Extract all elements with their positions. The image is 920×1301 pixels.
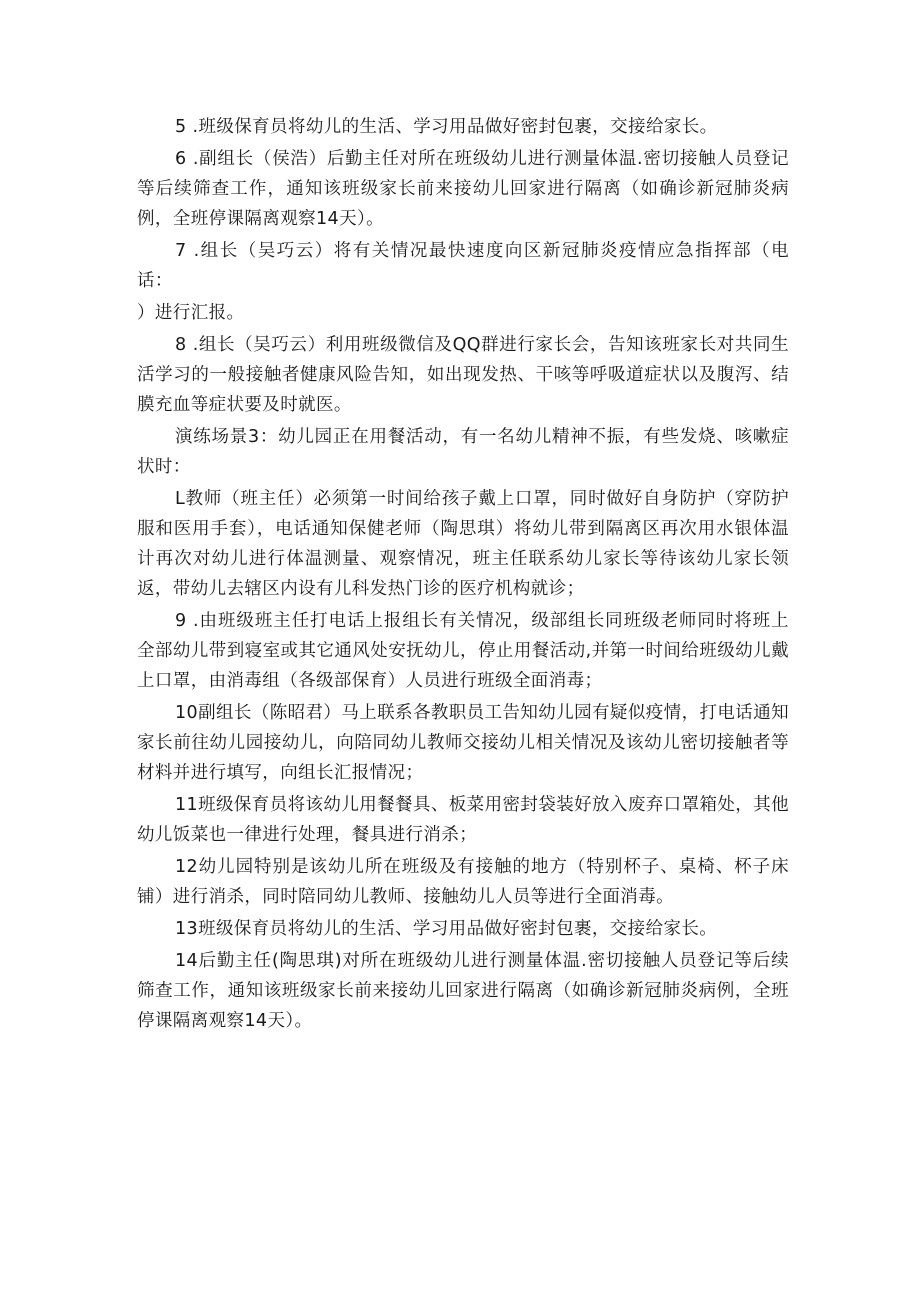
paragraph-step-11: 11班级保育员将该幼儿用餐餐具、板菜用密封袋装好放入废弃口罩箱处，其他幼儿饭菜也一律进行处理，餐具进行消杀； (137, 795, 789, 845)
paragraph-step-7-continued: ）进行汇报。 (137, 303, 245, 323)
paragraph-step-8: 8 .组长（吴巧云）利用班级微信及QQ群进行家长会，告知该班家长对共同生活学习的一般接触者健康风险告知，如出现发热、干咳等呼吸道症状以及腹泻、结膜充血等症状要及时就医。 (137, 335, 789, 415)
paragraph-teacher-action: L教师（班主任）必须第一时间给孩子戴上口罩，同时做好自身防护（穿防护服和医用手套），电话通知保健老师（陶思琪）将幼儿带到隔离区再次用水银体温计再次对幼儿进行体温测量、观察情况，班主任联系幼儿家长等待该幼儿家长领返，带幼儿去辖区内设有儿科发热门诊的医疗机构就诊； (137, 489, 789, 599)
paragraph-step-12: 12幼儿园特别是该幼儿所在班级及有接触的地方（特别杯子、桌椅、杯子床铺）进行消杀，同时陪同幼儿教师、接触幼儿人员等进行全面消毒。 (137, 857, 789, 907)
paragraph-step-10: 10副组长（陈昭君）马上联系各教职员工告知幼儿园有疑似疫情，打电话通知家长前往幼儿园接幼儿，向陪同幼儿教师交接幼儿相关情况及该幼儿密切接触者等材料并进行填写，向组长汇报情况； (137, 703, 789, 783)
paragraph-step-7: 7 .组长（吴巧云）将有关情况最快速度向区新冠肺炎疫情应急指挥部（电话： (137, 241, 789, 291)
paragraph-step-13: 13班级保育员将幼儿的生活、学习用品做好密封包裹，交接给家长。 (175, 919, 718, 939)
paragraph-step-9: 9 .由班级班主任打电话上报组长有关情况，级部组长同班级老师同时将班上全部幼儿带到寝室或其它通风处安抚幼儿，停止用餐活动,并第一时间给班级幼儿戴上口罩，由消毒组（各级部保育）人员进行班级全面消毒； (137, 611, 789, 691)
paragraph-step-14: 14后勤主任(陶思琪)对所在班级幼儿进行测量体温.密切接触人员登记等后续筛查工作，通知该班级家长前来接幼儿回家进行隔离（如确诊新冠肺炎病例，全班停课隔离观察14天）。 (137, 951, 789, 1031)
document-body (137, 112, 789, 1038)
paragraph-step-6: 6 .副组长（侯浩）后勤主任对所在班级幼儿进行测量体温.密切接触人员登记等后续筛查工作，通知该班级家长前来接幼儿回家进行隔离（如确诊新冠肺炎病例，全班停课隔离观察14天）。 (137, 149, 789, 229)
paragraph-step-5: 5 .班级保育员将幼儿的生活、学习用品做好密封包裹，交接给家长。 (175, 117, 718, 137)
paragraph-scenario-3: 演练场景3：幼儿园正在用餐活动，有一名幼儿精神不振，有些发烧、咳嗽症状时： (137, 427, 789, 477)
